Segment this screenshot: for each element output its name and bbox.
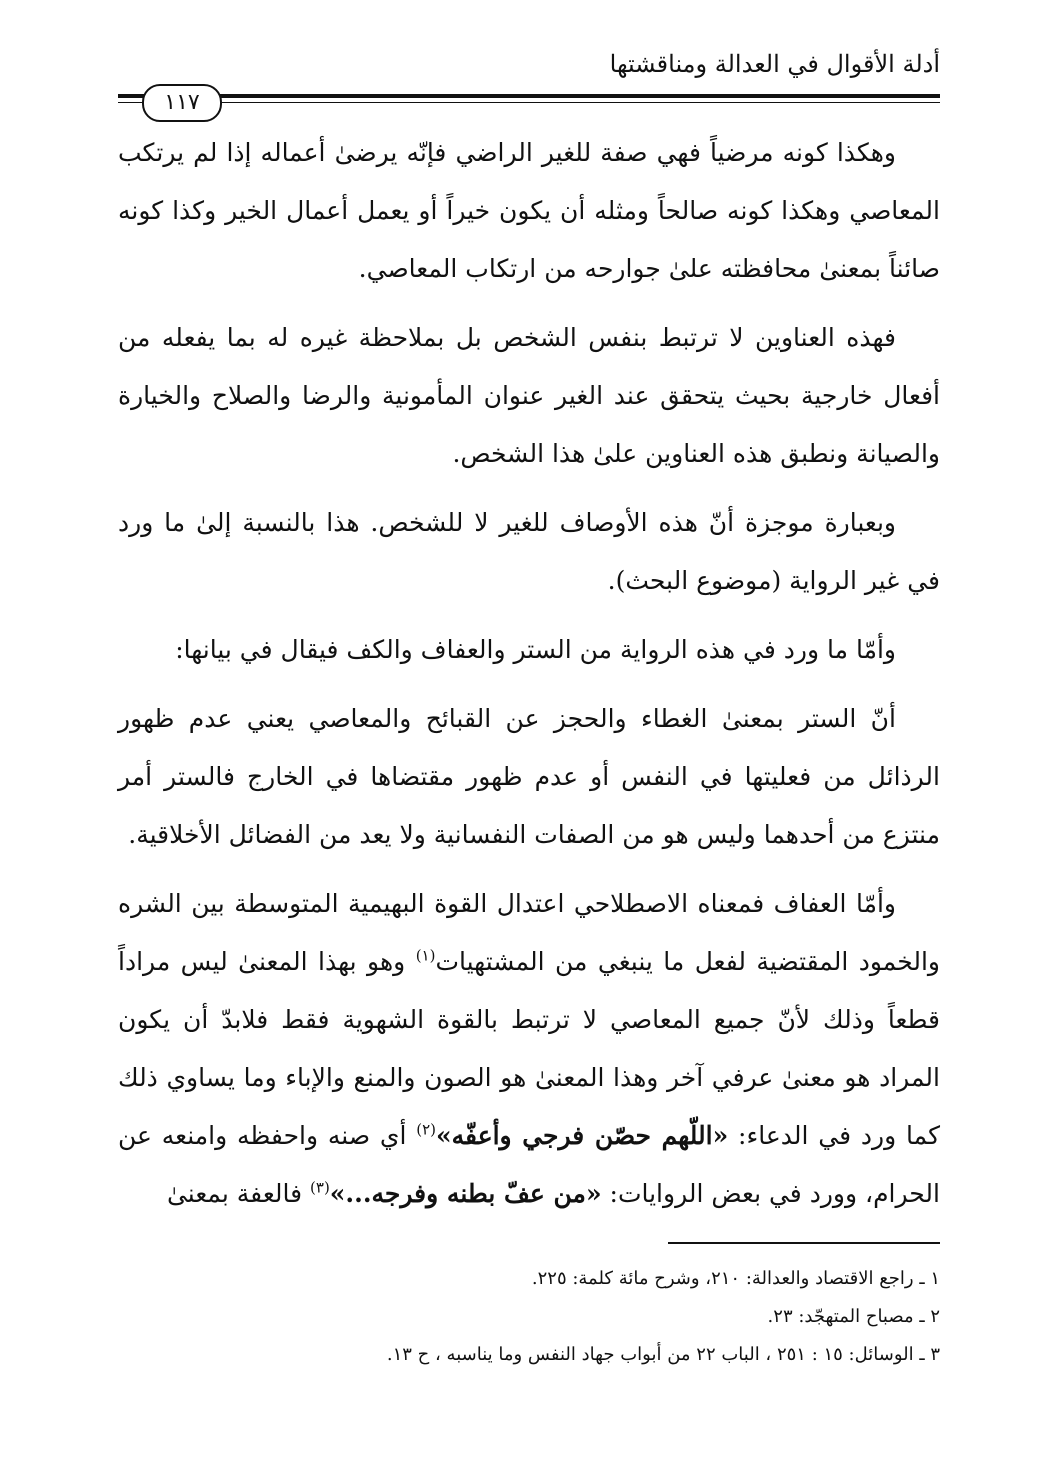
footnote-reference-2: (٢)	[416, 1120, 437, 1139]
paragraph-6-text-c: أي صنه واحفظه وامنعه عن الحرام، وورد في بعض الروايات:	[118, 1121, 940, 1208]
page-number-badge: ١١٧	[142, 84, 222, 122]
running-header-title: أدلة الأقوال في العدالة ومناقشتها	[609, 50, 940, 78]
quoted-supplication: «اللّهم حصّن فرجي وأعفّه»	[436, 1121, 729, 1150]
footnote-reference-1: (١)	[415, 946, 436, 965]
quoted-narration: «من عفّ بطنه وفرجه...»	[329, 1179, 602, 1208]
paragraph-6-text-b: وهو بهذا المعنىٰ ليس مراداً قطعاً وذلك لأنّ جميع المعاصي لا ترتبط بالقوة الشهوية فقط فلابدّ أن يكون المراد هو معنىٰ عرفي آخر وهذا المعنىٰ هو الصون والمنع والإباء وما يساوي ذلك كما ورد في الدعاء:	[118, 947, 940, 1150]
paragraph-4: وأمّا ما ورد في هذه الرواية من الستر والعفاف والكف فيقال في بيانها:	[175, 635, 896, 664]
footnote-reference-3: (٣)	[310, 1178, 330, 1197]
header-rule-thin	[118, 102, 940, 103]
paragraph-3: وبعبارة موجزة أنّ هذه الأوصاف للغير لا للشخص. هذا بالنسبة إلىٰ ما ورد في غير الرواية (موضوع البحث).	[118, 508, 940, 595]
header-rule-thick	[118, 94, 940, 98]
main-text	[118, 124, 940, 1223]
paragraph-1: وهكذا كونه مرضياً فهي صفة للغير الراضي فإنّه يرضىٰ أعماله إذا لم يرتكب المعاصي وهكذا كونه صالحاً ومثله أن يكون خيراً أو يعمل أعمال الخير وكذا كونه صائناً بمعنىٰ محافظته علىٰ جوارحه من ارتكاب المعاصي.	[118, 138, 940, 283]
footnote-separator	[668, 1242, 940, 1244]
paragraph-6-text-d: فالعفة بمعنىٰ	[166, 1179, 311, 1208]
footnote-1: ١ ـ راجع الاقتصاد والعدالة: ٢١٠، وشرح مائة كلمة: ٢٢٥.	[531, 1268, 940, 1289]
paragraph-6-text-a: وأمّا العفاف فمعناه الاصطلاحي اعتدال القوة البهيمية المتوسطة بين الشره والخمود المقتضية لفعل ما ينبغي من المشتهيات	[118, 889, 940, 976]
footnote-2: ٢ ـ مصباح المتهجّد: ٢٣.	[767, 1306, 940, 1327]
paragraph-5: أنّ الستر بمعنىٰ الغطاء والحجز عن القبائح والمعاصي يعني عدم ظهور الرذائل من فعليتها في النفس أو عدم ظهور مقتضاها في الخارج فالستر أمر منتزع من أحدهما وليس هو من الصفات النفسانية ولا يعد من الفضائل الأخلاقية.	[118, 704, 940, 849]
footnote-3: ٣ ـ الوسائل: ١٥ : ٢٥١ ، الباب ٢٢ من أبواب جهاد النفس وما يناسبه ، ح ١٣.	[386, 1344, 940, 1365]
paragraph-2: فهذه العناوين لا ترتبط بنفس الشخص بل بملاحظة غيره له بما يفعله من أفعال خارجية بحيث يتحقق عند الغير عنوان المأمونية والرضا والصلاح والخيارة والصيانة ونطبق هذه العناوين علىٰ هذا الشخص.	[118, 323, 940, 468]
footnotes	[118, 1262, 940, 1376]
paragraph-6	[118, 875, 940, 1223]
